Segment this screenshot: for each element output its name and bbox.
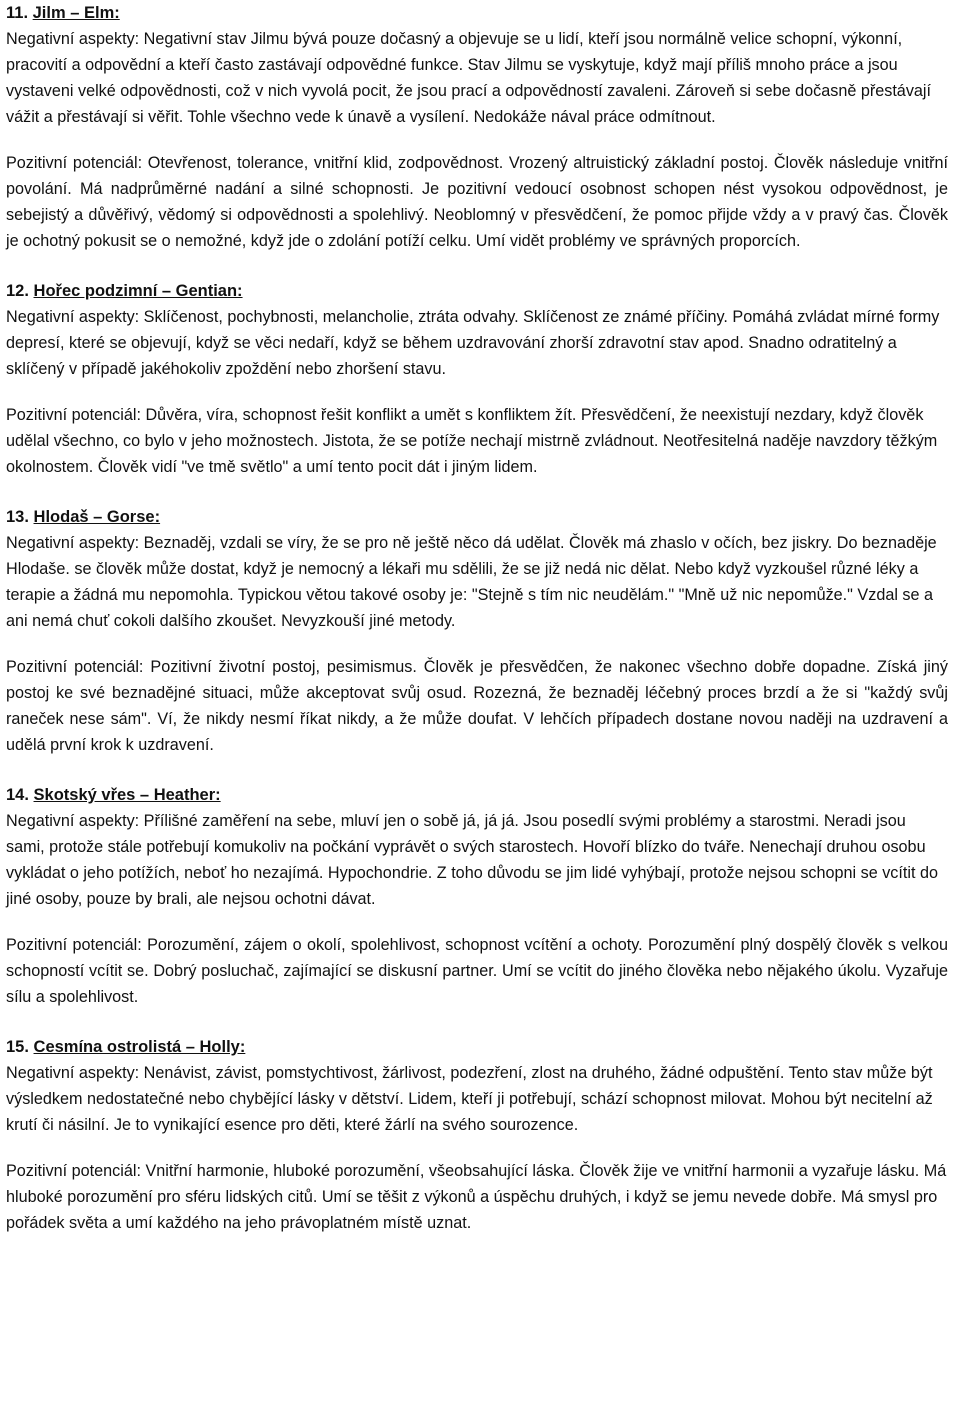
- positive-label: Pozitivní potenciál:: [6, 1162, 141, 1180]
- negative-paragraph: [6, 808, 948, 912]
- entry-name: Hlodaš – Gorse:: [33, 508, 161, 526]
- negative-paragraph: [6, 530, 948, 634]
- entry-heading: [6, 278, 948, 304]
- entry-name: Skotský vřes – Heather:: [33, 786, 221, 804]
- positive-text: Vnitřní harmonie, hluboké porozumění, všeobsahující láska. Člověk žije ve vnitřní harmonii a vyzařuje lásku. Má hluboké porozumění pro sféru lidských citů. Umí se těšit z výkonů a úspěchu druhých, i když se jemu nevede dobře. Má smysl pro pořádek světa a umí každého na jeho právoplatném místě uznat.: [6, 1162, 947, 1232]
- negative-text: Nenávist, závist, pomstychtivost, žárlivost, podezření, zlost na druhého, žádné odpuštění. Tento stav může být výsledkem nedostatečné nebo chybějící lásky v dětství. Lidem, kteří ji potřebují, schází schopnost milovat. Mohou být necitelní až krutí či násilní. Je to vynikající esence pro děti, které žárlí na svého sourozence.: [6, 1064, 933, 1134]
- entry-13: [6, 504, 948, 758]
- entry-name: Jilm – Elm:: [32, 4, 120, 22]
- positive-label: Pozitivní potenciál:: [6, 658, 144, 676]
- negative-label: Negativní aspekty:: [6, 534, 140, 552]
- entry-heading: [6, 0, 948, 26]
- negative-text: Beznaděj, vzdali se víry, že se pro ně ještě něco dá udělat. Člověk má zhaslo v očích, bez jiskry. Do beznaděje Hlodaše. se člověk může dostat, když je nemocný a lékaři mu sdělili, že se již nedá nic dělat. Nebo když vyzkoušel různé léky a terapie a žádná mu nepomohla. Typickou větou takové osoby je: "Stejně s tím nic neudělám." "Mně už nic nepomůže." Vzdal se a ani nemá chuť cokoli dalšího zkoušet. Nevyzkouší jiné metody.: [6, 534, 937, 630]
- positive-label: Pozitivní potenciál:: [6, 406, 141, 424]
- positive-paragraph: [6, 402, 948, 480]
- positive-paragraph: [6, 150, 948, 254]
- entry-number: 11.: [6, 4, 29, 22]
- positive-text: Otevřenost, tolerance, vnitřní klid, zodpovědnost. Vrozený altruistický základní postoj. Člověk následuje vnitřní povolání. Má nadprůměrné nadání a silné schopnosti. Je pozitivní vedoucí osobnost schopen nést vysokou odpovědnost, je sebejistý a důvěřivý, vědomý si odpovědnosti a spolehlivý. Neoblomný v přesvědčení, že pomoc přijde vždy a v pravý čas. Člověk je ochotný pokusit se o nemožné, když jde o zdolání potíží celku. Umí vidět problémy ve správných proporcích.: [6, 154, 948, 250]
- entry-name: Hořec podzimní – Gentian:: [33, 282, 243, 300]
- negative-label: Negativní aspekty:: [6, 1064, 140, 1082]
- positive-label: Pozitivní potenciál:: [6, 154, 143, 172]
- entry-11: [6, 0, 948, 254]
- positive-text: Pozitivní životní postoj, pesimismus. Člověk je přesvědčen, že nakonec všechno dobře dopadne. Získá jiný postoj ke své beznadějné situaci, může akceptovat svůj osud. Rozezná, že beznaděj léčebný proces brzdí a že si "každý svůj raneček nese sám". Ví, že nikdy nesmí říkat nikdy, a že může doufat. V lehčích případech dostane novou naději na uzdravení a udělá první krok k uzdravení.: [6, 658, 948, 754]
- positive-paragraph: [6, 1158, 948, 1236]
- positive-text: Důvěra, víra, schopnost řešit konflikt a umět s konfliktem žít. Přesvědčení, že neexistují nezdary, když člověk udělal všechno, co bylo v jeho možnostech. Jistota, že se potíže nechají mistrně zvládnout. Neotřesitelná naděje navzdory těžkým okolnostem. Člověk vidí "ve tmě světlo" a umí tento pocit dát i jiným lidem.: [6, 406, 938, 476]
- positive-paragraph: [6, 932, 948, 1010]
- negative-paragraph: [6, 1060, 948, 1138]
- negative-label: Negativní aspekty:: [6, 308, 140, 326]
- positive-text: Porozumění, zájem o okolí, spolehlivost, schopnost vcítění a ochoty. Porozumění plný dospělý člověk s velkou schopností vcítit se. Dobrý posluchač, zajímající se diskusní partner. Umí se vcítit do jiného člověka nebo nějakého úkolu. Vyzařuje sílu a spolehlivost.: [6, 936, 948, 1006]
- positive-label: Pozitivní potenciál:: [6, 936, 142, 954]
- entry-12: [6, 278, 948, 480]
- entry-14: [6, 782, 948, 1010]
- entry-heading: [6, 504, 948, 530]
- negative-text: Přílišné zaměření na sebe, mluví jen o sobě já, já já. Jsou posedlí svými problémy a starostmi. Neradi jsou sami, protože stále potřebují komukoliv na počkání vyprávět o svých starostech. Hovoří blízko do tváře. Nenechají druhou osobu vykládat o jeho potížích, neboť ho nezajímá. Hypochondrie. Z toho důvodu se jim lidé vyhýbají, protože nejsou schopni se vcítit do jiné osoby, pouze by brali, ale nejsou ochotni dávat.: [6, 812, 938, 908]
- negative-label: Negativní aspekty:: [6, 30, 140, 48]
- entry-number: 14.: [6, 786, 29, 804]
- negative-paragraph: [6, 26, 948, 130]
- entry-heading: [6, 1034, 948, 1060]
- entry-name: Cesmína ostrolistá – Holly:: [33, 1038, 246, 1056]
- entry-number: 15.: [6, 1038, 29, 1056]
- negative-text: Negativní stav Jilmu bývá pouze dočasný a objevuje se u lidí, kteří jsou normálně velice schopní, výkonní, pracovití a odpovědní a kteří často zastávají odpovědné funkce. Stav Jilmu se vyskytuje, když mají příliš mnoho práce a jsou vystaveni velké odpovědnosti, což v nich vyvolá pocit, že jsou prací a odpovědností zavaleni. Zároveň si sebe dočasně přestávají vážit a přestávají si věřit. Tohle všechno vede k únavě a vysílení. Nedokáže nával práce odmítnout.: [6, 30, 932, 126]
- negative-paragraph: [6, 304, 948, 382]
- entry-number: 13.: [6, 508, 29, 526]
- entry-15: [6, 1034, 948, 1236]
- negative-text: Sklíčenost, pochybnosti, melancholie, ztráta odvahy. Sklíčenost ze známé příčiny. Pomáhá zvládat mírné formy depresí, které se objevují, když se věci nedaří, když se během uzdravování zhorší zdravotní stav apod. Snadno odratitelný a sklíčený v případě jakéhokoliv zpoždění nebo zhoršení stavu.: [6, 308, 940, 378]
- entry-heading: [6, 782, 948, 808]
- negative-label: Negativní aspekty:: [6, 812, 140, 830]
- positive-paragraph: [6, 654, 948, 758]
- entry-number: 12.: [6, 282, 29, 300]
